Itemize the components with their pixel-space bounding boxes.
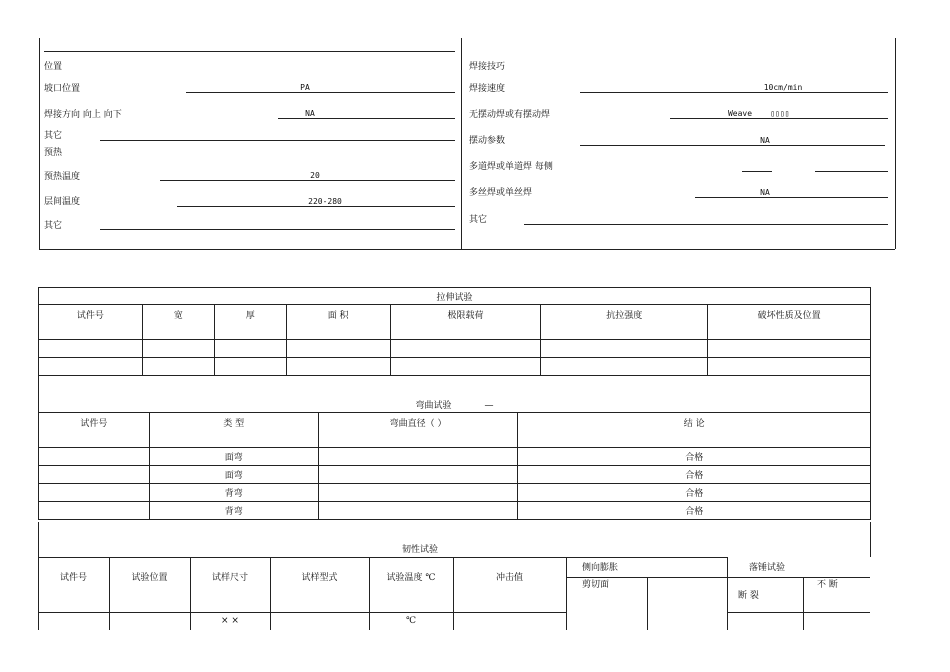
right-other-line xyxy=(524,224,888,225)
impact-header-form: 试样型式 xyxy=(301,573,338,583)
interpass-temp-label: 层间温度 xyxy=(44,197,81,207)
position-heading: 位置 xyxy=(44,62,63,72)
impact-data-row-top-right xyxy=(727,612,870,613)
preheat-temp-label: 预热温度 xyxy=(44,172,81,182)
impact-lateral-split xyxy=(566,577,727,578)
bend-result-cell: 合格 xyxy=(518,448,871,466)
bend-title: 弯曲试验 xyxy=(415,401,452,411)
bend-result-cell: 合格 xyxy=(518,466,871,484)
speed-value: 10cm/min xyxy=(763,83,803,92)
tensile-title: 拉伸试验 xyxy=(39,288,871,305)
impact-header-top xyxy=(38,557,728,558)
preheat-temp-value: 20 xyxy=(310,171,320,180)
other2-line xyxy=(100,229,455,230)
right-other-label: 其它 xyxy=(469,215,488,225)
impact-right-border xyxy=(870,522,871,557)
groove-position-label: 坡口位置 xyxy=(44,84,81,94)
no-fracture-label: 不 断 xyxy=(817,580,838,590)
bend-type-cell: 背弯 xyxy=(149,484,318,502)
impact-header-temp: 试验温度 ℃ xyxy=(386,573,436,583)
impact-header-size: 试样尺寸 xyxy=(211,573,248,583)
top-right-border xyxy=(895,38,896,249)
fracture-label: 断 裂 xyxy=(738,591,759,601)
size-value: × × xyxy=(221,616,239,626)
bend-table xyxy=(38,375,871,520)
other1-line xyxy=(100,140,455,141)
bend-header-result: 结 论 xyxy=(518,413,871,448)
groove-position-value: PA xyxy=(300,83,310,92)
weave-value: Weave xyxy=(727,109,753,118)
weld-direction-label: 焊接方向 向上 向下 xyxy=(44,110,122,120)
bend-result-cell: 合格 xyxy=(518,502,871,520)
lateral-expansion-label: 侧向膨胀 xyxy=(582,563,619,573)
table-row xyxy=(39,466,871,484)
top-middle-divider xyxy=(461,38,462,249)
top-left-header-line xyxy=(44,51,455,52)
impact-drop-split xyxy=(727,577,870,578)
top-bottom-border xyxy=(39,249,895,250)
weave-placeholder-glyphs: ▯▯▯▯ xyxy=(770,109,790,118)
bend-header-type: 类 型 xyxy=(149,413,318,448)
multipass-label: 多道焊或单道焊 每侧 xyxy=(469,162,553,172)
weave-params-label: 摆动参数 xyxy=(469,136,506,146)
tensile-header-width: 宽 xyxy=(142,305,214,340)
weave-label: 无摆动焊或有摆动焊 xyxy=(469,110,551,120)
multipass-line-1 xyxy=(742,171,772,172)
speed-line xyxy=(580,92,888,93)
tensile-title-row xyxy=(39,288,871,305)
table-row xyxy=(39,484,871,502)
multiwire-value: NA xyxy=(760,188,770,197)
tensile-header-specimen: 试件号 xyxy=(39,305,143,340)
tensile-header-thickness: 厚 xyxy=(214,305,286,340)
weave-params-line xyxy=(580,145,885,146)
other1-label: 其它 xyxy=(44,131,63,141)
table-row xyxy=(39,502,871,520)
shear-surface-label: 剪切面 xyxy=(582,580,610,590)
speed-label: 焊接速度 xyxy=(469,84,506,94)
bend-type-cell: 面弯 xyxy=(149,466,318,484)
bend-header-specimen: 试件号 xyxy=(39,413,150,448)
impact-col-5 xyxy=(453,557,454,630)
weave-params-value: NA xyxy=(760,136,770,145)
tensile-table xyxy=(38,287,871,376)
other2-label: 其它 xyxy=(44,221,63,231)
tensile-header-strength: 抗拉强度 xyxy=(541,305,708,340)
table-row xyxy=(39,448,871,466)
multipass-line-2 xyxy=(815,171,888,172)
bend-type-cell: 背弯 xyxy=(149,502,318,520)
weld-direction-value: NA xyxy=(305,109,315,118)
top-left-border xyxy=(39,38,40,249)
impact-header-value: 冲击值 xyxy=(495,573,523,583)
impact-col-7 xyxy=(647,577,648,630)
impact-title: 韧性试验 xyxy=(401,545,438,555)
preheat-heading: 预热 xyxy=(44,148,63,158)
impact-col-8 xyxy=(727,557,728,630)
table-row xyxy=(39,340,871,358)
bend-result-cell: 合格 xyxy=(518,484,871,502)
impact-header-location: 试验位置 xyxy=(131,573,168,583)
impact-data-row-top xyxy=(38,612,566,613)
bend-title-row xyxy=(39,376,871,413)
table-row xyxy=(39,358,871,376)
bend-type-cell: 面弯 xyxy=(149,448,318,466)
tensile-header-fracture: 破坏性质及位置 xyxy=(708,305,871,340)
interpass-temp-value: 220-280 xyxy=(308,197,342,206)
tensile-header-row xyxy=(39,305,871,340)
bend-title-suffix: — xyxy=(484,401,494,411)
temp-unit: ℃ xyxy=(405,616,417,626)
impact-col-6 xyxy=(566,557,567,630)
drop-weight-label: 落锤试验 xyxy=(749,563,786,573)
bend-header-row xyxy=(39,413,871,448)
multiwire-line xyxy=(695,197,888,198)
impact-header-specimen: 试件号 xyxy=(59,573,87,583)
impact-col-3 xyxy=(270,557,271,630)
tensile-header-area: 面 积 xyxy=(286,305,390,340)
tensile-header-load: 极限载荷 xyxy=(390,305,541,340)
multiwire-label: 多丝焊或单丝焊 xyxy=(469,188,533,198)
bend-header-diameter: 弯曲直径（ ） xyxy=(318,413,518,448)
impact-col-1 xyxy=(109,557,110,630)
technique-heading: 焊接技巧 xyxy=(469,62,506,72)
impact-col-9 xyxy=(803,577,804,630)
